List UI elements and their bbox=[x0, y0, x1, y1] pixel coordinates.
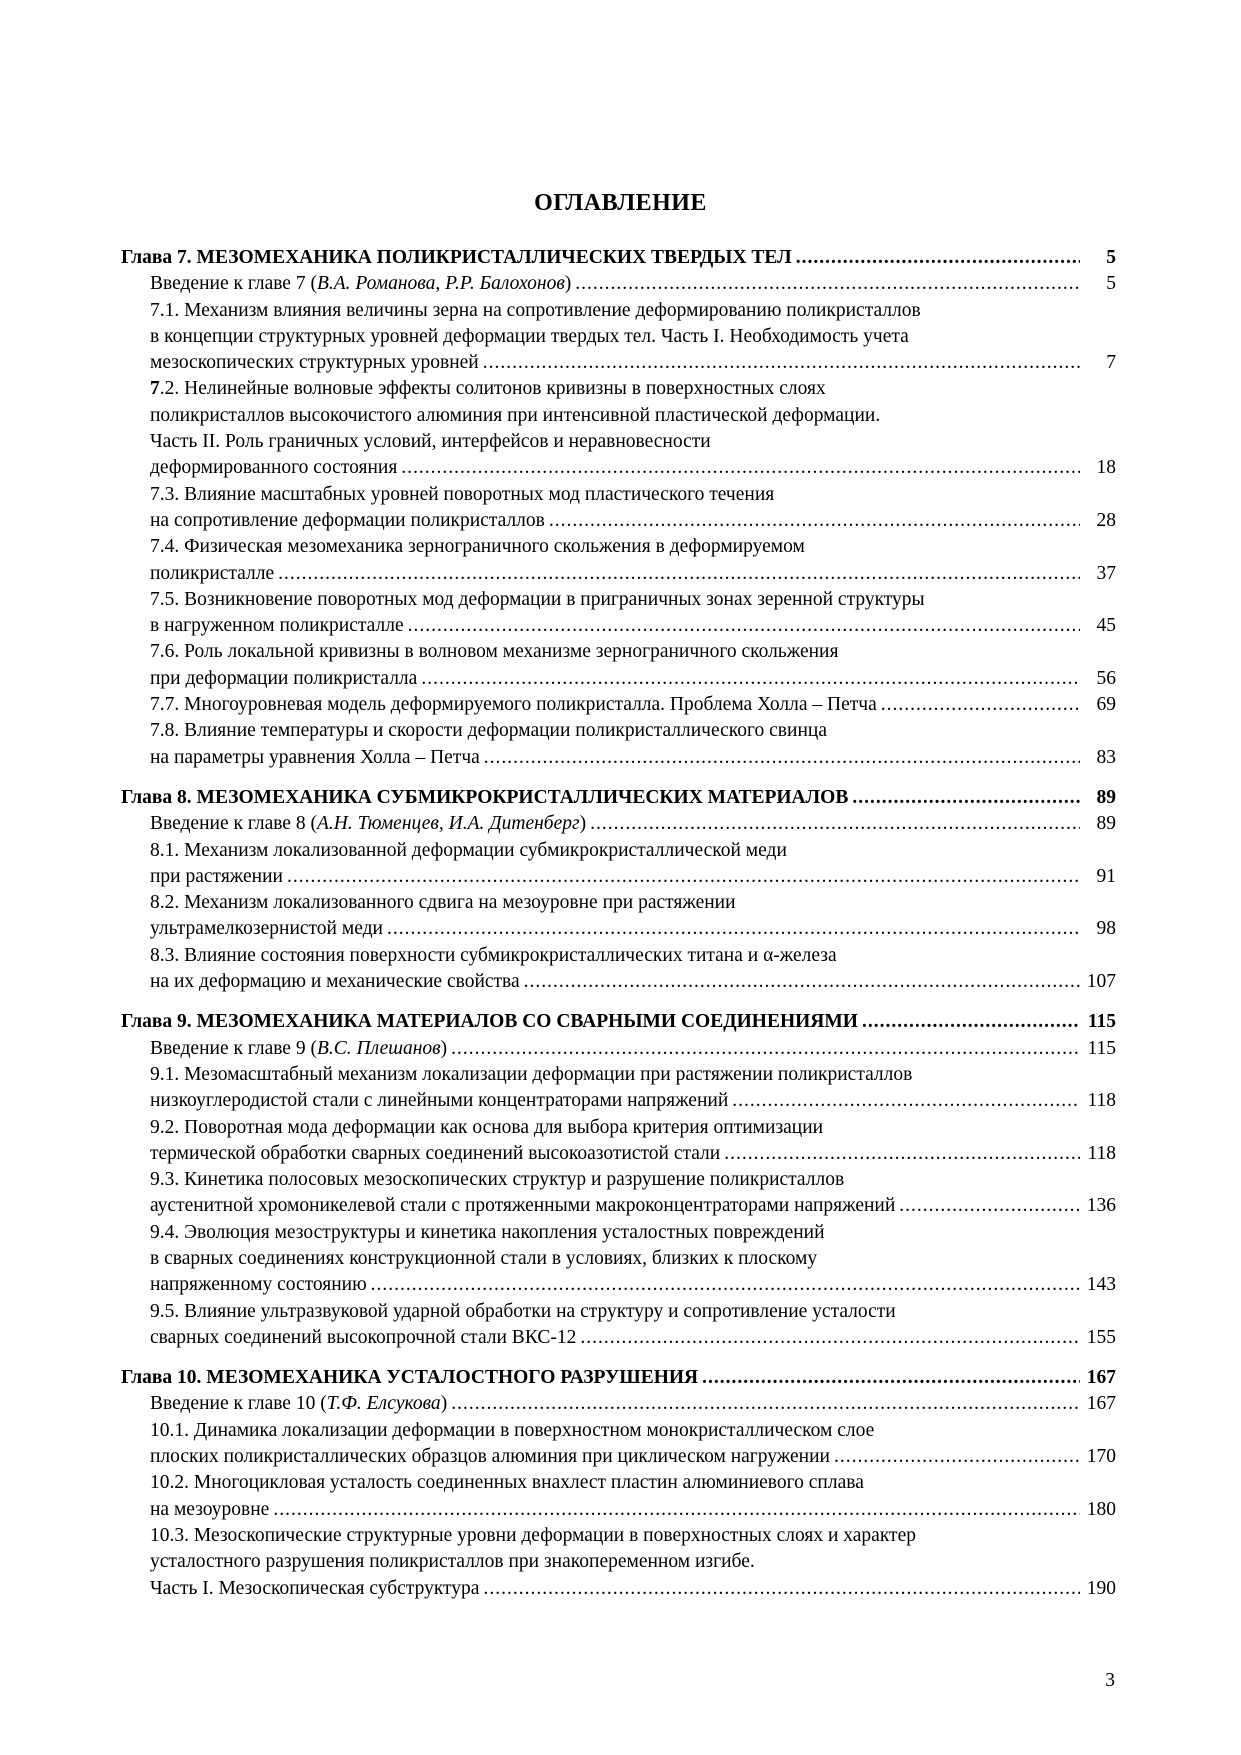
table-of-contents bbox=[121, 245, 1116, 1616]
leader-dots bbox=[421, 666, 1080, 692]
leader-dots bbox=[852, 785, 1080, 811]
leader-dots bbox=[483, 350, 1080, 376]
page-ref: 180 bbox=[1086, 1498, 1116, 1520]
toc-entry[interactable] bbox=[121, 864, 1116, 890]
chapter-7 bbox=[121, 245, 1116, 771]
page-ref: 190 bbox=[1086, 1577, 1116, 1599]
entry-title: при растяжении bbox=[150, 865, 283, 887]
page-ref: 5 bbox=[1106, 247, 1116, 268]
toc-entry-line: 7.5. Возникновение поворотных мод деформации в приграничных зонах зеренной структуры bbox=[150, 588, 925, 610]
page-ref: 155 bbox=[1086, 1326, 1116, 1348]
page-ref: 45 bbox=[1096, 615, 1116, 637]
toc-entry-line: 10.1. Динамика локализации деформации в поверхностном монокристаллическом слое bbox=[150, 1419, 875, 1441]
chapter-title: Глава 10. МЕЗОМЕХАНИКА УСТАЛОСТНОГО РАЗРУШЕНИЯ bbox=[121, 1367, 699, 1389]
page-ref: 143 bbox=[1086, 1274, 1116, 1296]
page-ref: 7 bbox=[1106, 352, 1116, 374]
toc-entry-line: 9.4. Эволюция мезоструктуры и кинетика накопления усталостных повреждений bbox=[150, 1221, 825, 1243]
toc-entry-line: 7.1. Механизм влияния величины зерна на сопротивление деформированию поликристаллов bbox=[150, 299, 921, 321]
toc-entry[interactable] bbox=[121, 508, 1116, 534]
toc-entry-line: 8.1. Механизм локализованной деформации субмикрокристаллической меди bbox=[150, 839, 787, 861]
chapter-heading[interactable] bbox=[121, 245, 1116, 271]
toc-entry-line: 10.2. Многоцикловая усталость соединенных внахлест пластин алюминиевого сплава bbox=[150, 1472, 864, 1494]
entry-title: на сопротивление деформации поликристаллов bbox=[150, 509, 545, 531]
entry-title: низкоуглеродистой стали с линейными концентраторами напряжений bbox=[150, 1090, 729, 1112]
leader-dots bbox=[724, 1141, 1080, 1167]
toc-entry[interactable] bbox=[121, 745, 1116, 771]
leader-dots bbox=[401, 455, 1080, 481]
entry-title: на параметры уравнения Холла – Петча bbox=[150, 746, 480, 768]
page-title: ОГЛАВЛЕНИЕ bbox=[534, 190, 707, 216]
page-ref: 115 bbox=[1087, 1037, 1116, 1059]
leader-dots bbox=[834, 1444, 1080, 1470]
entry-title: Введение к главе 8 (А.Н. Тюменцев, И.А. Дитенберг) bbox=[150, 813, 587, 835]
page-ref: 136 bbox=[1086, 1195, 1116, 1217]
page-ref: 115 bbox=[1087, 1011, 1116, 1033]
entry-title: 7.7. Многоуровневая модель деформируемого поликристалла. Проблема Холла – Петча bbox=[150, 694, 877, 716]
leader-dots bbox=[484, 745, 1080, 771]
toc-entry[interactable] bbox=[121, 1272, 1116, 1298]
toc-entry[interactable] bbox=[121, 692, 1116, 718]
leader-dots bbox=[862, 1009, 1080, 1035]
toc-entry[interactable] bbox=[121, 350, 1116, 376]
entry-title: деформированного состояния bbox=[150, 457, 398, 479]
toc-entry[interactable] bbox=[121, 1391, 1116, 1417]
leader-dots bbox=[273, 1497, 1080, 1523]
entry-title: Введение к главе 9 (В.С. Плешанов) bbox=[150, 1037, 448, 1059]
toc-entry-line: 8.3. Влияние состояния поверхности субмикрокристаллических титана и α-железа bbox=[150, 944, 837, 966]
toc-entry-line: поликристаллов высокочистого алюминия при интенсивной пластической деформации. bbox=[150, 404, 881, 426]
page-ref: 91 bbox=[1096, 865, 1116, 887]
toc-entry-line: 9.3. Кинетика полосовых мезоскопических структур и разрушение поликристаллов bbox=[150, 1169, 845, 1191]
chapter-title: Глава 8. МЕЗОМЕХАНИКА СУБМИКРОКРИСТАЛЛИЧЕСКИХ МАТЕРИАЛОВ bbox=[121, 786, 849, 808]
toc-entry-line: 10.3. Мезоскопические структурные уровни деформации в поверхностных слоях и характер bbox=[150, 1524, 916, 1546]
page-ref: 89 bbox=[1096, 813, 1116, 835]
page-ref: 118 bbox=[1087, 1090, 1116, 1112]
entry-title: Часть I. Мезоскопическая субструктура bbox=[150, 1577, 480, 1599]
leader-dots bbox=[732, 1088, 1080, 1114]
page-ref: 56 bbox=[1096, 667, 1116, 689]
entry-title: в нагруженном поликристалле bbox=[150, 615, 404, 637]
page-ref: 18 bbox=[1096, 457, 1116, 479]
toc-entry[interactable] bbox=[121, 271, 1116, 297]
toc-entry[interactable] bbox=[121, 613, 1116, 639]
leader-dots bbox=[702, 1365, 1080, 1391]
toc-entry-line: в концепции структурных уровней деформации твердых тел. Часть I. Необходимость учета bbox=[150, 325, 909, 347]
toc-entry-line: 9.1. Мезомасштабный механизм локализации деформации при растяжении поликристаллов bbox=[150, 1063, 913, 1085]
leader-dots bbox=[408, 613, 1080, 639]
chapter-title: Глава 9. МЕЗОМЕХАНИКА МАТЕРИАЛОВ СО СВАРНЫМИ СОЕДИНЕНИЯМИ bbox=[121, 1011, 858, 1033]
page-number: 3 bbox=[1105, 1670, 1115, 1691]
leader-dots bbox=[549, 508, 1080, 534]
page-ref: 37 bbox=[1096, 562, 1116, 584]
entry-title: напряженному состоянию bbox=[150, 1274, 367, 1296]
chapter-10 bbox=[121, 1365, 1116, 1602]
page-ref: 89 bbox=[1096, 786, 1116, 808]
entry-title: мезоскопических структурных уровней bbox=[150, 352, 479, 374]
entry-title: аустенитной хромоникелевой стали с протяженными макроконцентраторами напряжений bbox=[150, 1195, 896, 1217]
entry-title: Введение к главе 7 (В.А. Романова, Р.Р. Балохонов) bbox=[150, 273, 572, 295]
page-ref: 28 bbox=[1096, 509, 1116, 531]
entry-title: на их деформацию и механические свойства bbox=[150, 971, 520, 993]
leader-dots bbox=[575, 271, 1080, 297]
toc-entry[interactable] bbox=[121, 1325, 1116, 1351]
page-ref: 83 bbox=[1096, 746, 1116, 768]
leader-dots bbox=[451, 1036, 1080, 1062]
page-ref: 69 bbox=[1096, 694, 1116, 716]
toc-entry[interactable] bbox=[121, 561, 1116, 587]
toc-entry[interactable] bbox=[121, 455, 1116, 481]
toc-entry-line: Часть II. Роль граничных условий, интерфейсов и неравновесности bbox=[150, 431, 711, 453]
toc-entry-line: 7.3. Влияние масштабных уровней поворотных мод пластического течения bbox=[150, 483, 775, 505]
leader-dots bbox=[287, 864, 1080, 890]
toc-entry[interactable] bbox=[121, 1141, 1116, 1167]
entry-title: ультрамелкозернистой меди bbox=[150, 918, 383, 940]
toc-entry[interactable] bbox=[121, 916, 1116, 942]
toc-entry-line: 7.8. Влияние температуры и скорости деформации поликристаллического свинца bbox=[150, 720, 827, 742]
leader-dots bbox=[590, 811, 1080, 837]
page-ref: 167 bbox=[1086, 1367, 1116, 1389]
chapter-9 bbox=[121, 1009, 1116, 1351]
chapter-heading[interactable] bbox=[121, 1365, 1116, 1391]
page-ref: 118 bbox=[1087, 1142, 1116, 1164]
toc-entry[interactable] bbox=[121, 666, 1116, 692]
page-ref: 5 bbox=[1106, 273, 1116, 295]
leader-dots bbox=[278, 561, 1080, 587]
leader-dots bbox=[881, 692, 1080, 718]
entry-title: плоских поликристаллических образцов алюминия при циклическом нагружении bbox=[150, 1446, 830, 1468]
toc-entry-line: 9.5. Влияние ультразвуковой ударной обработки на структуру и сопротивление усталости bbox=[150, 1300, 896, 1322]
toc-entry-line: в сварных соединениях конструкционной стали в условиях, близких к плоскому bbox=[150, 1247, 818, 1269]
toc-entry-line: 7.4. Физическая мезомеханика зернограничного скольжения в деформируемом bbox=[150, 536, 805, 558]
leader-dots bbox=[387, 916, 1080, 942]
chapter-title: Глава 7. МЕЗОМЕХАНИКА ПОЛИКРИСТАЛЛИЧЕСКИХ ТВЕРДЫХ ТЕЛ bbox=[121, 247, 792, 268]
leader-dots bbox=[796, 245, 1080, 271]
entry-title: поликристалле bbox=[150, 562, 275, 584]
leader-dots bbox=[483, 1576, 1080, 1602]
entry-title: термической обработки сварных соединений высокоазотистой стали bbox=[150, 1142, 721, 1164]
toc-entry-line: усталостного разрушения поликристаллов при знакопеременном изгибе. bbox=[150, 1551, 755, 1573]
entry-title: Введение к главе 10 (Т.Ф. Елсукова) bbox=[150, 1393, 448, 1415]
chapter-8 bbox=[121, 785, 1116, 995]
leader-dots bbox=[580, 1325, 1080, 1351]
toc-entry[interactable] bbox=[121, 1088, 1116, 1114]
toc-entry-line: 7.6. Роль локальной кривизны в волновом механизме зернограничного скольжения bbox=[150, 641, 839, 663]
entry-title: при деформации поликристалла bbox=[150, 667, 418, 689]
toc-entry-line: 9.2. Поворотная мода деформации как основа для выбора критерия оптимизации bbox=[150, 1116, 824, 1138]
chapter-heading[interactable] bbox=[121, 1009, 1116, 1035]
leader-dots bbox=[524, 969, 1080, 995]
leader-dots bbox=[451, 1391, 1080, 1417]
entry-title: сварных соединений высокопрочной стали ВКС-12 bbox=[150, 1326, 577, 1348]
chapter-heading[interactable] bbox=[121, 785, 1116, 811]
leader-dots bbox=[371, 1272, 1080, 1298]
toc-entry-line: 7 .2. Нелинейные волновые эффекты солитонов кривизны в поверхностных слоях bbox=[150, 378, 826, 400]
entry-title: на мезоуровне bbox=[150, 1498, 270, 1520]
page-ref: 167 bbox=[1086, 1393, 1116, 1415]
leader-dots bbox=[899, 1193, 1080, 1219]
toc-entry[interactable] bbox=[121, 1036, 1116, 1062]
page-ref: 98 bbox=[1096, 918, 1116, 940]
page-ref: 107 bbox=[1086, 971, 1116, 993]
toc-entry[interactable] bbox=[121, 1576, 1116, 1602]
toc-entry[interactable] bbox=[121, 1497, 1116, 1523]
toc-entry[interactable] bbox=[121, 811, 1116, 837]
toc-entry[interactable] bbox=[121, 969, 1116, 995]
page-ref: 170 bbox=[1086, 1446, 1116, 1468]
toc-entry[interactable] bbox=[121, 1444, 1116, 1470]
toc-entry-line: 8.2. Механизм локализованного сдвига на мезоуровне при растяжении bbox=[150, 892, 736, 914]
toc-entry[interactable] bbox=[121, 1193, 1116, 1219]
